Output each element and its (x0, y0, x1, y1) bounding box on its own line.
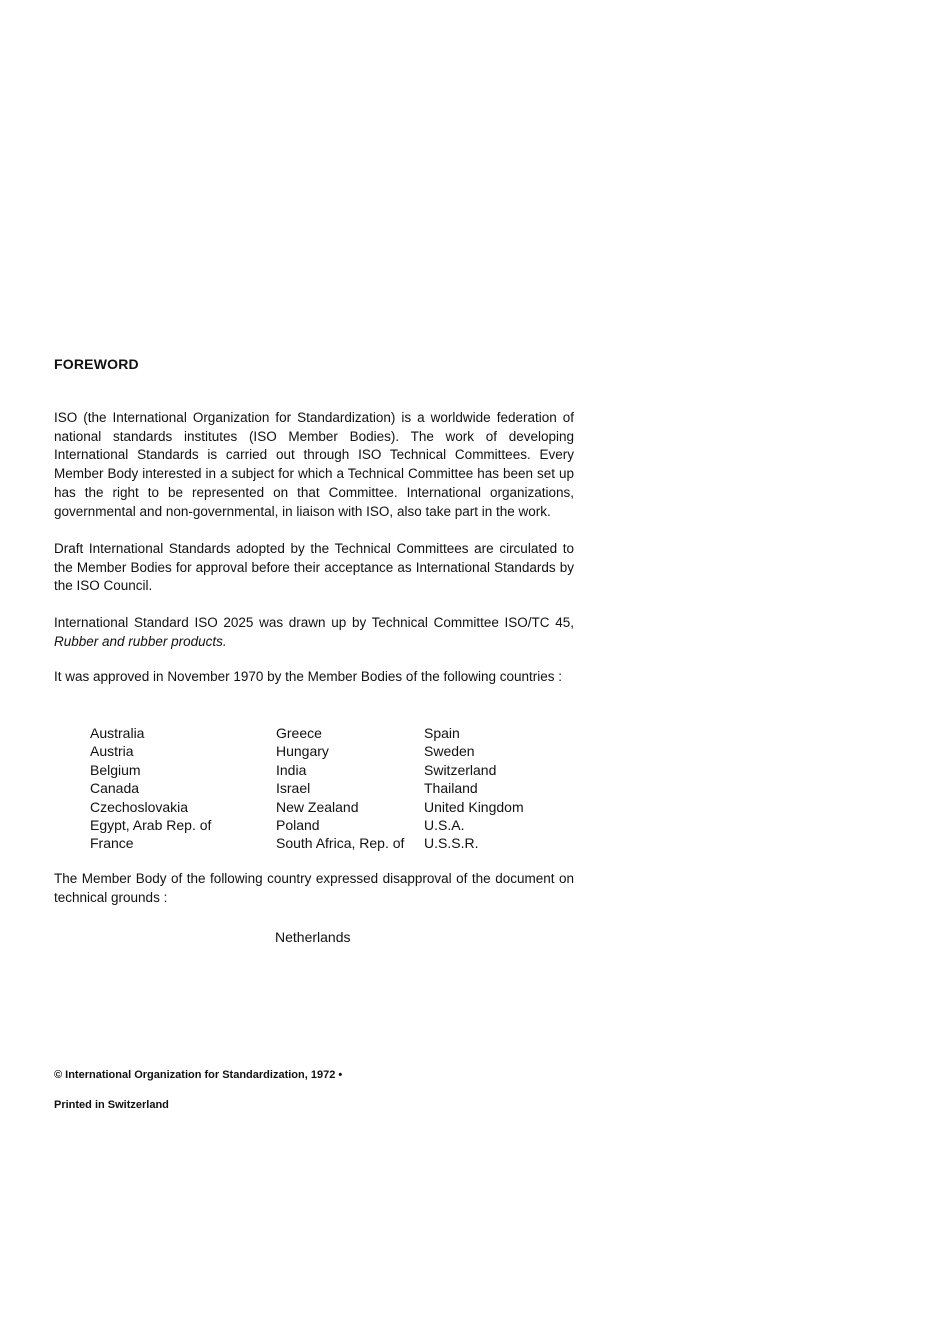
country-item: Egypt, Arab Rep. of (90, 817, 212, 834)
countries-column-2 (276, 724, 424, 853)
copyright-notice: © International Organization for Standardization, 1972 • (54, 1069, 343, 1081)
country-item: Israel (276, 780, 311, 797)
committee-title: Rubber and rubber products. (54, 633, 227, 649)
foreword-paragraph-committee (54, 614, 574, 651)
country-item: Sweden (424, 743, 475, 760)
countries-column-1 (90, 724, 276, 853)
country-item: Australia (90, 725, 145, 741)
country-item: France (90, 835, 134, 852)
committee-text: International Standard ISO 2025 was drawn up by Technical Committee ISO/TC 45, (54, 615, 574, 630)
country-item: Belgium (90, 761, 141, 778)
country-item: Czechoslovakia (90, 798, 189, 815)
country-item: New Zealand (276, 798, 359, 815)
country-item: Greece (276, 725, 322, 741)
country-item: Spain (424, 725, 460, 741)
countries-column-3 (424, 724, 574, 853)
foreword-paragraph-approval: It was approved in November 1970 by the Member Bodies of the following countries : (54, 669, 563, 684)
disapproving-country: Netherlands (275, 929, 351, 945)
country-item: United Kingdom (424, 798, 524, 815)
country-item: India (276, 761, 307, 778)
country-item: Austria (90, 743, 134, 760)
country-item: Switzerland (424, 761, 497, 778)
country-item: Thailand (424, 780, 478, 797)
printed-notice: Printed in Switzerland (54, 1099, 169, 1111)
foreword-paragraph-disapproval: The Member Body of the following country expressed disapproval of the document on technical grounds : (54, 871, 574, 905)
country-item: South Africa, Rep. of (276, 835, 405, 852)
country-item: Canada (90, 780, 140, 797)
country-item: U.S.A. (424, 817, 465, 834)
approving-countries-list (90, 724, 574, 853)
foreword-paragraph-draft-standards: Draft International Standards adopted by the Technical Committees are circulated to the Member Bodies for approval before their acceptance as International Standards by the ISO Council. (54, 541, 574, 594)
country-item: U.S.S.R. (424, 835, 479, 852)
country-item: Poland (276, 817, 320, 834)
country-item: Hungary (276, 743, 329, 760)
foreword-paragraph-iso-description: ISO (the International Organization for Standardization) is a worldwide federation of national standards institutes (ISO Member Bodies). The work of developing International Standards is carried out through ISO Technical Committees. Every Member Body interested in a subject for which a Technical Committee has been set up has the right to be represented on that Committee. International organizations, governmental and non-governmental, in liaison with ISO, also take part in the work. (54, 410, 574, 519)
foreword-heading: FOREWORD (54, 356, 139, 372)
